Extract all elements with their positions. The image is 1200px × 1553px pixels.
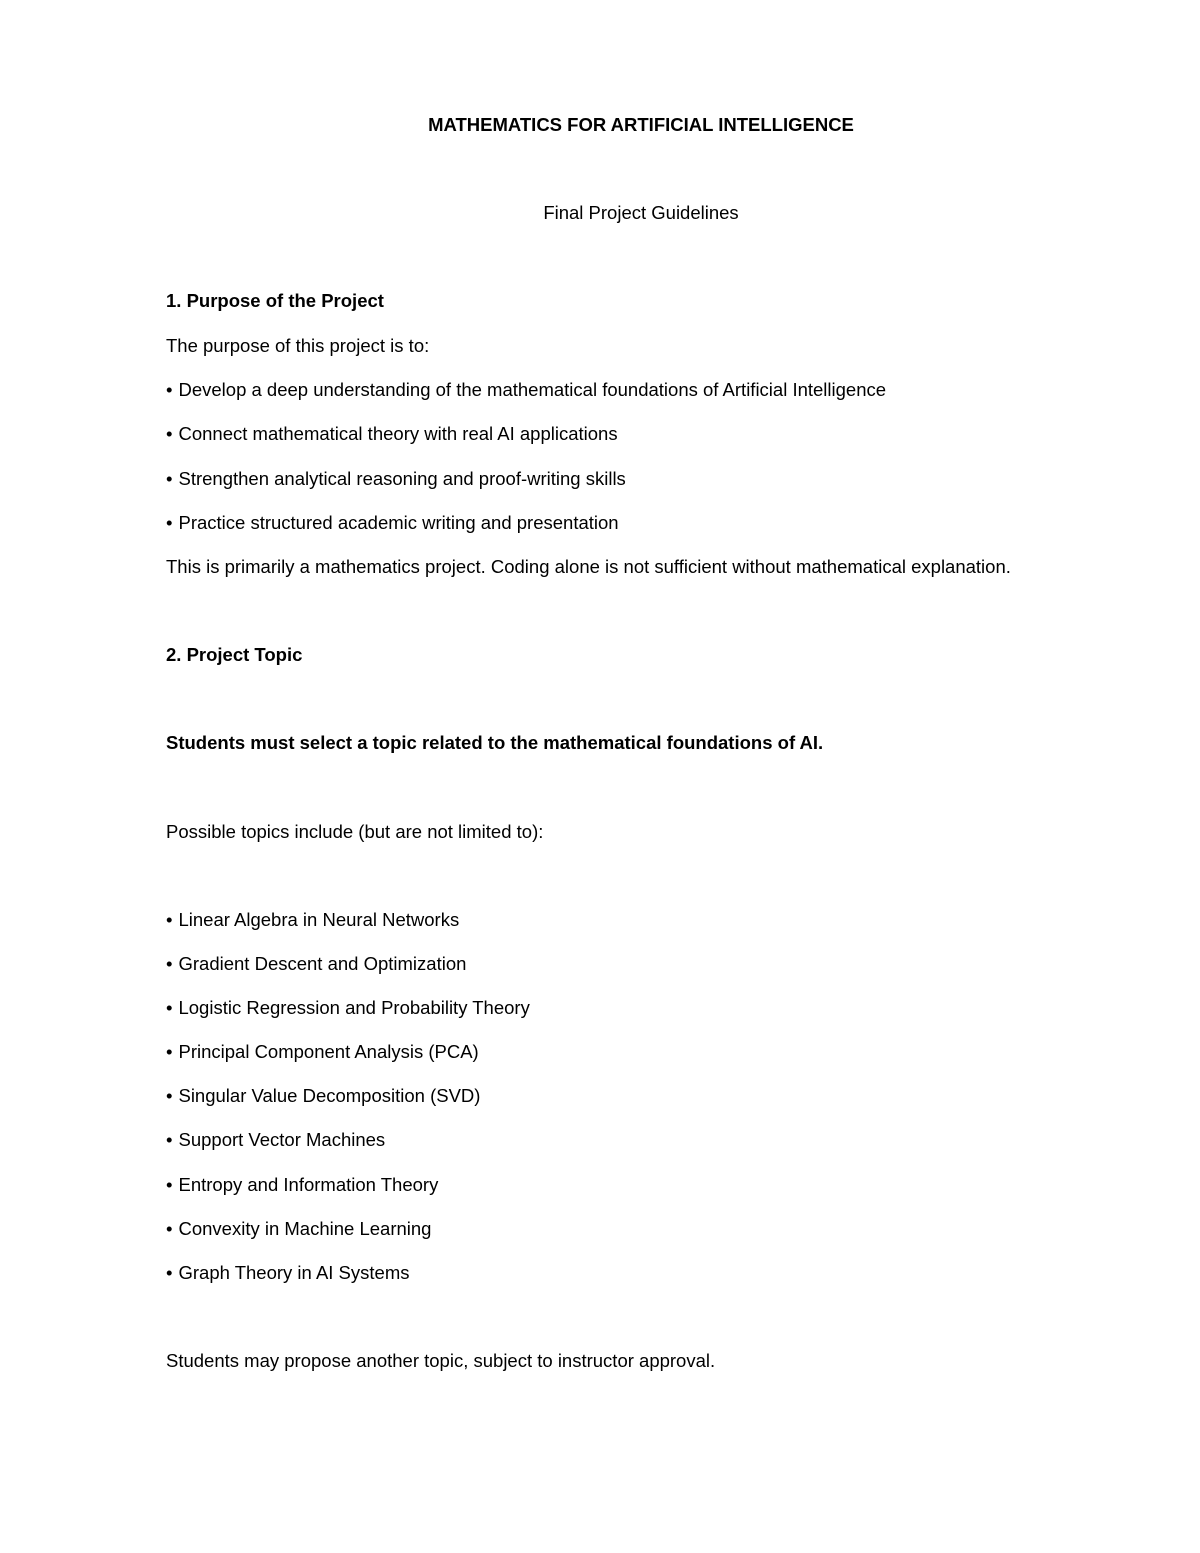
- purpose-bullet-item: [166, 379, 886, 401]
- purpose-bullet-text: Develop a deep understanding of the mathematical foundations of Artificial Intelligence: [178, 379, 887, 400]
- purpose-bullet-text: Strengthen analytical reasoning and proof-writing skills: [178, 468, 626, 489]
- bullet-icon: •: [166, 1041, 173, 1062]
- section-2-heading: 2. Project Topic: [166, 644, 303, 665]
- bullet-icon: •: [166, 1129, 173, 1150]
- topic-text: Graph Theory in AI Systems: [178, 1262, 410, 1283]
- purpose-bullet-text: Connect mathematical theory with real AI applications: [178, 423, 618, 444]
- bullet-icon: •: [166, 909, 173, 930]
- topic-list-item: [166, 1262, 410, 1284]
- purpose-bullet-item: [166, 512, 619, 534]
- bullet-icon: •: [166, 1218, 173, 1239]
- section-1-intro: The purpose of this project is to:: [166, 335, 430, 356]
- purpose-bullet-text: Practice structured academic writing and presentation: [178, 512, 619, 533]
- section-1-note: This is primarily a mathematics project. Coding alone is not sufficient without mathematical explanation.: [166, 556, 1011, 577]
- bullet-icon: •: [166, 512, 173, 533]
- section-2-closing: Students may propose another topic, subject to instructor approval.: [166, 1350, 716, 1371]
- bullet-icon: •: [166, 1262, 173, 1283]
- document-subtitle: Final Project Guidelines: [543, 202, 739, 223]
- bullet-icon: •: [166, 997, 173, 1018]
- purpose-bullet-item: [166, 423, 618, 445]
- topic-text: Entropy and Information Theory: [178, 1174, 439, 1195]
- topic-list-item: [166, 953, 466, 975]
- topic-list-item: [166, 1218, 431, 1240]
- topic-text: Singular Value Decomposition (SVD): [178, 1085, 481, 1106]
- topic-list-item: [166, 1174, 438, 1196]
- bullet-icon: •: [166, 379, 173, 400]
- topic-text: Linear Algebra in Neural Networks: [178, 909, 460, 930]
- topic-text: Logistic Regression and Probability Theory: [178, 997, 530, 1018]
- bullet-icon: •: [166, 953, 173, 974]
- bullet-icon: •: [166, 423, 173, 444]
- section-1-heading: 1. Purpose of the Project: [166, 290, 384, 311]
- section-2-intro: Possible topics include (but are not limited to):: [166, 821, 544, 842]
- topic-text: Gradient Descent and Optimization: [178, 953, 467, 974]
- topic-list-item: [166, 997, 530, 1019]
- section-2-emphasis: Students must select a topic related to the mathematical foundations of AI.: [166, 732, 824, 753]
- topic-list-item: [166, 909, 459, 931]
- document-title: MATHEMATICS FOR ARTIFICIAL INTELLIGENCE: [428, 114, 854, 135]
- bullet-icon: •: [166, 468, 173, 489]
- bullet-icon: •: [166, 1085, 173, 1106]
- topic-text: Convexity in Machine Learning: [178, 1218, 432, 1239]
- topic-text: Principal Component Analysis (PCA): [178, 1041, 479, 1062]
- topic-list-item: [166, 1041, 479, 1063]
- topic-list-item: [166, 1129, 385, 1151]
- topic-text: Support Vector Machines: [178, 1129, 386, 1150]
- bullet-icon: •: [166, 1174, 173, 1195]
- topic-list-item: [166, 1085, 480, 1107]
- purpose-bullet-item: [166, 468, 626, 490]
